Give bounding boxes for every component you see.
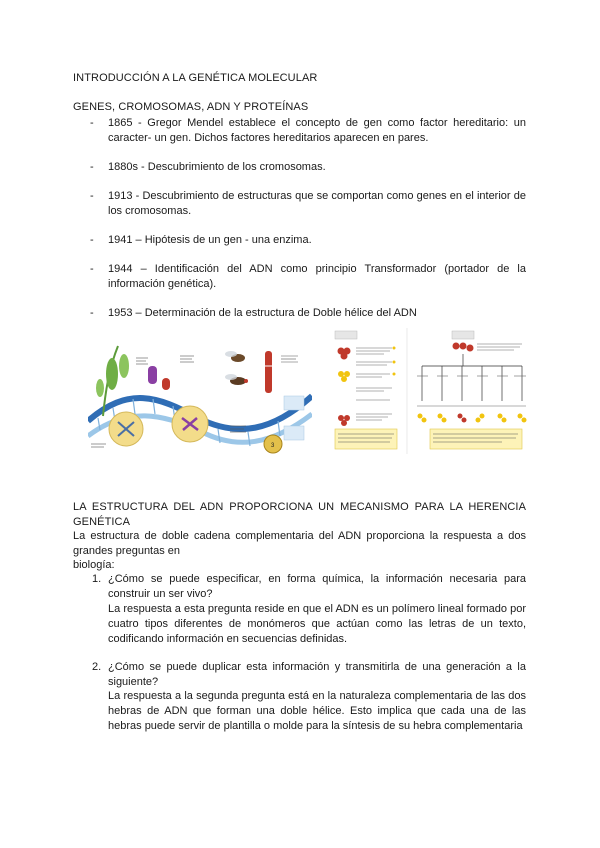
fly-wing [225, 374, 237, 380]
label-box [284, 426, 304, 440]
bullet-dash: - [90, 117, 94, 129]
section2-intro: La estructura de doble cadena complementaria del ADN proporciona la respuesta a dos grandes preguntas en [73, 530, 526, 557]
chromosome-icon [148, 366, 157, 384]
item-number: 1. [92, 573, 102, 585]
item-number: 2. [92, 661, 102, 673]
bullet-dash: - [90, 234, 94, 246]
bullet-1880s: 1880s - Descubrimiento de los cromosomas. [108, 161, 326, 173]
pea-leaf-icon [96, 379, 104, 397]
bullet-dash: - [90, 161, 94, 173]
section2-intro-tail: biología: [73, 559, 115, 571]
label-box [284, 396, 304, 410]
chromosome-bar-icon [265, 351, 272, 393]
bacterium-number: 3 [271, 443, 275, 449]
pea-leaf-icon [119, 354, 129, 378]
bullet-1865: 1865 - Gregor Mendel establece el concepto de gen como factor hereditario: un caracter- un gen. Dichos factores hereditarios aparecen en pares. [108, 117, 526, 144]
question-2: ¿Cómo se puede duplicar esta información y transmitirla de una generación a la siguiente? [108, 661, 526, 688]
bullet-dash: - [90, 307, 94, 319]
document-title: INTRODUCCIÓN A LA GENÉTICA MOLECULAR [73, 72, 318, 84]
bullet-1953: 1953 – Determinación de la estructura de Doble hélice del ADN [108, 307, 417, 319]
bullet-dash: - [90, 263, 94, 275]
experiment-diagram [332, 326, 528, 458]
section2-heading: LA ESTRUCTURA DEL ADN PROPORCIONA UN MECANISMO PARA LA HERENCIA GENÉTICA [73, 501, 526, 528]
genetics-history-illustration [88, 326, 312, 458]
label-box [452, 331, 474, 339]
fly-wing [225, 351, 237, 357]
pea-pod-icon [106, 358, 118, 390]
bullet-1944: 1944 – Identificación del ADN como principio Transformador (portador de la información genética). [108, 263, 526, 290]
conclusion-box [335, 429, 397, 449]
bullet-1913: 1913 - Descubrimiento de estructuras que se comportan como genes en el interior de los cromosomas. [108, 190, 526, 217]
section1-heading: GENES, CROMOSOMAS, ADN Y PROTEÍNAS [73, 101, 309, 113]
conclusion-box [430, 429, 522, 449]
answer-2: La respuesta a la segunda pregunta está en la naturaleza complementaria de las dos hebras de ADN que forman una doble hélice. Esto implica que cada una de las hebras puede servir de plantilla o molde para la síntesis de su hebra complementaria [108, 690, 526, 732]
label-box [335, 331, 357, 339]
fly-eye [244, 379, 248, 383]
answer-1: La respuesta a esta pregunta reside en que el ADN es un polímero lineal formado por cuatro tipos diferentes de monómeros que actúan como las letras de un texto, codificando información en secuencias definidas. [108, 603, 526, 645]
bullet-1941: 1941 – Hipótesis de un gen - una enzima. [108, 234, 312, 246]
bullet-dash: - [90, 190, 94, 202]
chromosome-icon [162, 378, 170, 390]
question-1: ¿Cómo se puede especificar, en forma química, la información necesaria para construir un ser vivo? [108, 573, 526, 600]
